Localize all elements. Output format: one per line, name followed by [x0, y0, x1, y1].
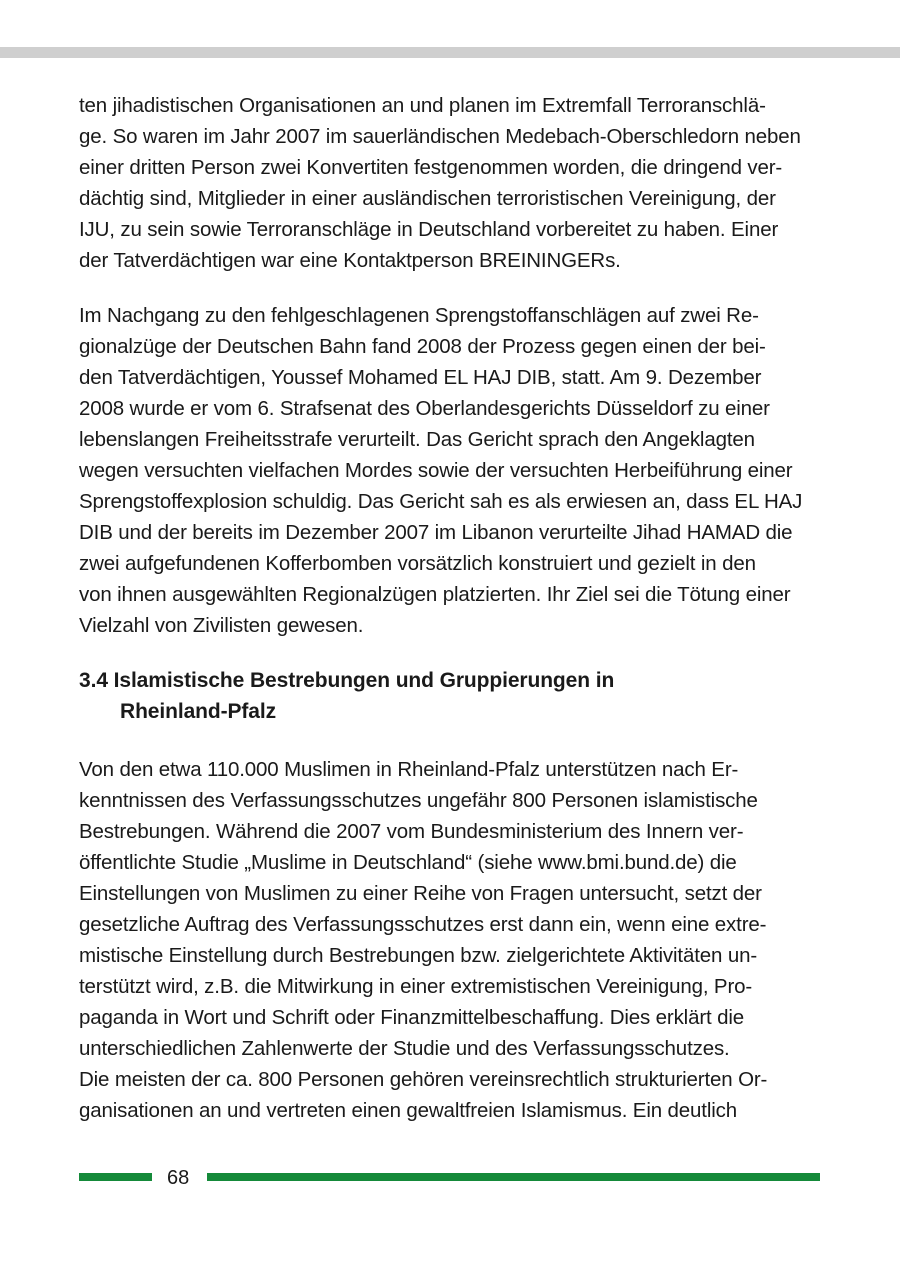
paragraph-line: öffentlichte Studie „Muslime in Deutschland“ (siehe www.bmi.bund.de) die: [79, 851, 737, 874]
paragraph-line: Vielzahl von Zivilisten gewesen.: [79, 614, 364, 637]
paragraph-2: [79, 300, 825, 641]
section-heading: [79, 665, 825, 727]
paragraph-line: den Tatverdächtigen, Youssef Mohamed EL HAJ DIB, statt. Am 9. Dezember: [79, 366, 762, 389]
paragraph-line: Bestrebungen. Während die 2007 vom Bundesministerium des Innern ver-: [79, 820, 744, 843]
footer-bar-right: [207, 1173, 820, 1181]
paragraph-line: Im Nachgang zu den fehlgeschlagenen Sprengstoffanschlägen auf zwei Re-: [79, 304, 759, 327]
paragraph-3: [79, 754, 825, 1126]
paragraph-spacer: [79, 276, 825, 300]
paragraph-line: Die meisten der ca. 800 Personen gehören vereinsrechtlich strukturierten Or-: [79, 1068, 768, 1091]
paragraph-line: DIB und der bereits im Dezember 2007 im Libanon verurteilte Jihad HAMAD die: [79, 521, 793, 544]
page-number: 68: [167, 1167, 190, 1189]
paragraph-line: Sprengstoffexplosion schuldig. Das Gericht sah es als erwiesen an, dass EL HAJ: [79, 490, 803, 513]
paragraph-line: einer dritten Person zwei Konvertiten festgenommen worden, die dringend ver-: [79, 156, 783, 179]
paragraph-1: [79, 90, 825, 276]
paragraph-line: kenntnissen des Verfassungsschutzes ungefähr 800 Personen islamistische: [79, 789, 758, 812]
paragraph-line: paganda in Wort und Schrift oder Finanzmittelbeschaffung. Dies erklärt die: [79, 1006, 745, 1029]
paragraph-line: gesetzliche Auftrag des Verfassungsschutzes erst dann ein, wenn eine extre-: [79, 913, 767, 936]
footer-bar-left: [79, 1173, 152, 1181]
page-content: [79, 90, 825, 1126]
paragraph-line: terstützt wird, z.B. die Mitwirkung in einer extremistischen Vereinigung, Pro-: [79, 975, 753, 998]
paragraph-line: 2008 wurde er vom 6. Strafsenat des Oberlandesgerichts Düsseldorf zu einer: [79, 397, 770, 420]
paragraph-line: mistische Einstellung durch Bestrebungen bzw. zielgerichtete Aktivitäten un-: [79, 944, 758, 967]
paragraph-line: ge. So waren im Jahr 2007 im sauerländischen Medebach-Oberschledorn neben: [79, 125, 801, 148]
heading-spacer: [79, 641, 825, 665]
paragraph-line: Von den etwa 110.000 Muslimen in Rheinland-Pfalz unterstützen nach Er-: [79, 758, 739, 781]
paragraph-line: unterschiedlichen Zahlenwerte der Studie und des Verfassungsschutzes.: [79, 1037, 730, 1060]
paragraph-line: von ihnen ausgewählten Regionalzügen platzierten. Ihr Ziel sei die Tötung einer: [79, 583, 791, 606]
paragraph-line: gionalzüge der Deutschen Bahn fand 2008 der Prozess gegen einen der bei-: [79, 335, 766, 358]
top-rule: [0, 47, 900, 58]
paragraph-line: zwei aufgefundenen Kofferbomben vorsätzlich konstruiert und gezielt in den: [79, 552, 756, 575]
paragraph-line: ten jihadistischen Organisationen an und planen im Extremfall Terroranschlä-: [79, 94, 766, 117]
section-heading-line-1: 3.4 Islamistische Bestrebungen und Gruppierungen in: [79, 669, 615, 692]
paragraph-line: ganisationen an und vertreten einen gewaltfreien Islamismus. Ein deutlich: [79, 1099, 737, 1122]
paragraph-line: IJU, zu sein sowie Terroranschläge in Deutschland vorbereitet zu haben. Einer: [79, 218, 779, 241]
paragraph-line: dächtig sind, Mitglieder in einer ausländischen terroristischen Vereinigung, der: [79, 187, 776, 210]
paragraph-line: der Tatverdächtigen war eine Kontaktperson BREININGERs.: [79, 249, 621, 272]
page-footer: [79, 1165, 820, 1191]
heading-spacer: [79, 727, 825, 754]
paragraph-line: lebenslangen Freiheitsstrafe verurteilt. Das Gericht sprach den Angeklagten: [79, 428, 755, 451]
paragraph-line: Einstellungen von Muslimen zu einer Reihe von Fragen untersucht, setzt der: [79, 882, 762, 905]
section-heading-line-2: Rheinland-Pfalz: [120, 700, 277, 723]
paragraph-line: wegen versuchten vielfachen Mordes sowie der versuchten Herbeiführung einer: [79, 459, 793, 482]
